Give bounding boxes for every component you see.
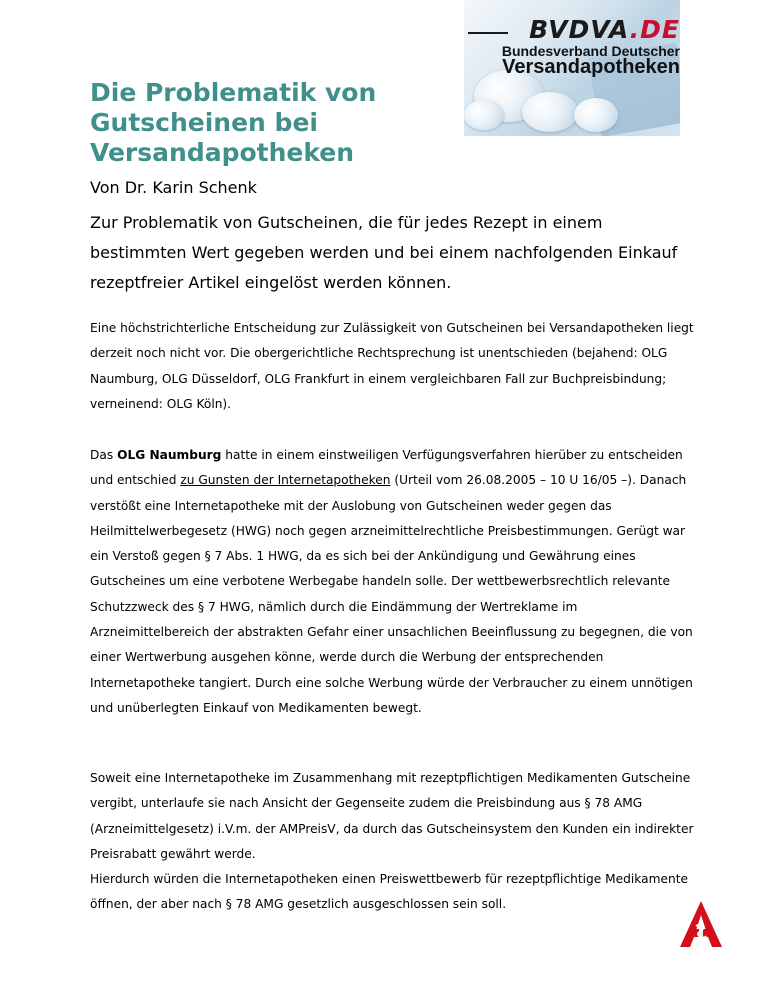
logo-brand: [468, 15, 680, 44]
paragraph-3a: Soweit eine Internetapotheke im Zusammenhang mit rezeptpflichtigen Medikamenten Gutscheine vergibt, unterlaufe sie nach Ansicht der Gegenseite zudem die Preisbindung aus § 78 AMG (Arzneimittelgesetz) i.V.m. der AMPreisV, da durch das Gutscheinsystem den Kunden ein indirekter Preisrabatt gewährt werde.: [90, 771, 694, 861]
lead-paragraph: Zur Problematik von Gutscheinen, die für jedes Rezept in einem bestimmten Wert gegeben werden und bei einem nachfolgenden Einkauf rezeptfreier Artikel eingelöst werden können.: [90, 213, 678, 292]
court-name: OLG Naumburg: [117, 448, 222, 462]
paragraph-3: [90, 766, 700, 918]
favor-phrase: zu Gunsten der Internetapotheken: [180, 473, 391, 488]
logo-brand-text: BVDVA: [529, 15, 630, 44]
paragraph-3b: Hierdurch würden die Internetapotheken einen Preiswettbewerb für rezeptpflichtige Medikamente öffnen, der aber nach § 78 AMG gesetzlich ausgeschlossen sein soll.: [90, 872, 688, 912]
paragraph-2-intro: Das: [90, 448, 118, 462]
logo-domain-text: .DE: [629, 15, 680, 44]
paragraph-2-mid: hatte in einem einstweiligen Verfügungsverfahren hierüber zu entscheiden und entschied: [90, 448, 683, 488]
logo-line1: Bundesverband Deutscher: [501, 43, 680, 59]
paragraph-2: [90, 443, 700, 721]
page-title: Die Problematik von Gutscheinen bei Versandapotheken: [90, 78, 377, 167]
logo-line2: Versandapotheken: [502, 56, 680, 78]
apotheke-a-icon: [679, 900, 723, 948]
paragraph-1: Eine höchstrichterliche Entscheidung zur Zulässigkeit von Gutscheinen bei Versandapotheken liegt derzeit noch nicht vor. Die obergerichtliche Rechtsprechung ist unentschieden (bejahend: OLG Naumburg, OLG Düsseldorf, OLG Frankfurt in einem vergleichbaren Fall zur Buchpreisbindung; verneinend: OLG Köln).: [90, 321, 694, 411]
author-line: Von Dr. Karin Schenk: [90, 178, 257, 197]
bvdva-logo: [468, 15, 680, 78]
paragraph-2-rest: (Urteil vom 26.08.2005 – 10 U 16/05 –). Danach verstößt eine Internetapotheke mit der Auslobung von Gutscheinen weder gegen das Heilmittelwerbegesetz (HWG) noch gegen arzneimittelrechtliche Preisbestimmungen. Gerügt war ein Verstoß gegen § 7 Abs. 1 HWG, da es sich bei der Ankündigung und Gewährung eines Gutscheines um eine verbotene Werbegabe handeln solle. Der wettbewerbsrechtlich relevante Schutzzweck des § 7 HWG, nämlich durch die Eindämmung der Wertreklame im Arzneimittelbereich der abstrakten Gefahr einer unsachlichen Beeinflussung zu begegnen, die von einer Wertwerbung ausgehen könne, werde durch die Werbung der entsprechenden Internetapotheke tangiert. Durch eine solche Werbung würde der Verbraucher zu einem unnötigen und unüberlegten Einkauf von Medikamenten bewegt.: [90, 473, 693, 715]
